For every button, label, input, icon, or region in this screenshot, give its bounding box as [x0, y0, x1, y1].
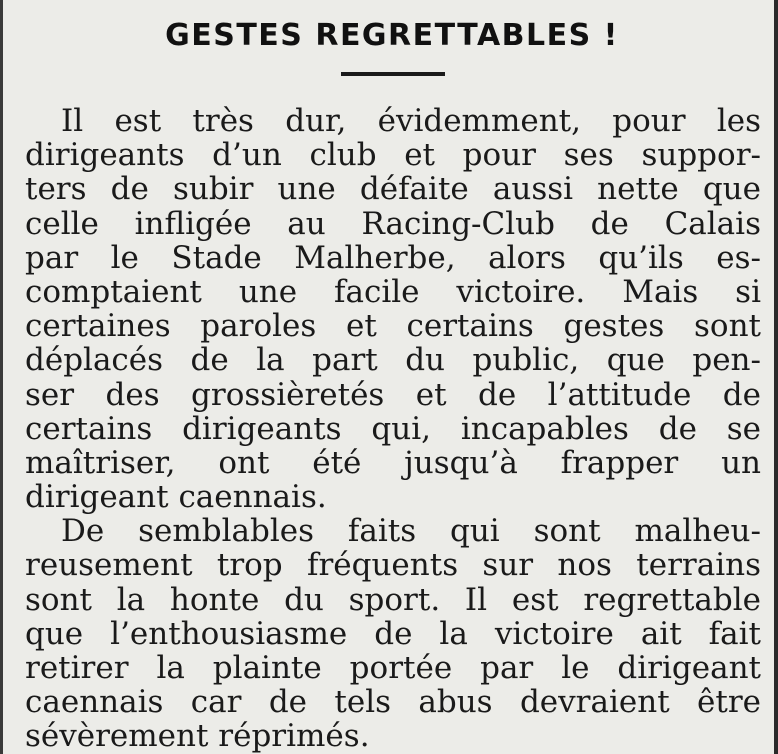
article-title: GESTES REGRETTABLES !	[165, 18, 619, 53]
text-line: que l’enthousiasme de la victoire ait fait	[25, 615, 761, 652]
text-line: dirigeants d’un club et pour ses suppor-	[25, 137, 761, 174]
text-line: maîtriser, ont été jusqu’à frapper un	[25, 444, 761, 481]
text-line: ters de subir une défaite aussi nette que	[25, 171, 761, 208]
text-line: comptaient une facile victoire. Mais si	[25, 273, 761, 310]
title-underline-rule	[341, 72, 445, 76]
text-line: De semblables faits qui sont malheu-	[61, 513, 761, 550]
paragraph-1	[25, 104, 761, 514]
paragraph-2	[25, 514, 761, 753]
text-line: reusement trop fréquents sur nos terrains	[25, 547, 761, 584]
text-line: sont la honte du sport. Il est regrettable	[25, 581, 761, 618]
text-line: dirigeant caennais.	[25, 479, 327, 516]
text-line: par le Stade Malherbe, alors qu’ils es-	[25, 239, 761, 276]
text-line: caennais car de tels abus devraient être	[25, 684, 761, 721]
article-body	[25, 104, 761, 754]
text-line: celle infligée au Racing-Club de Calais	[25, 205, 761, 242]
text-line: certaines paroles et certains gestes sont	[25, 308, 761, 345]
text-line: certains dirigeants qui, incapables de se	[25, 410, 761, 447]
text-line: ser des grossièretés et de l’attitude de	[25, 376, 761, 413]
text-line: déplacés de la part du public, que pen-	[25, 342, 761, 379]
text-line: sévèrement réprimés.	[25, 718, 370, 754]
text-line: retirer la plainte portée par le dirigeant	[25, 650, 761, 686]
text-line: Il est très dur, évidemment, pour les	[61, 103, 761, 139]
